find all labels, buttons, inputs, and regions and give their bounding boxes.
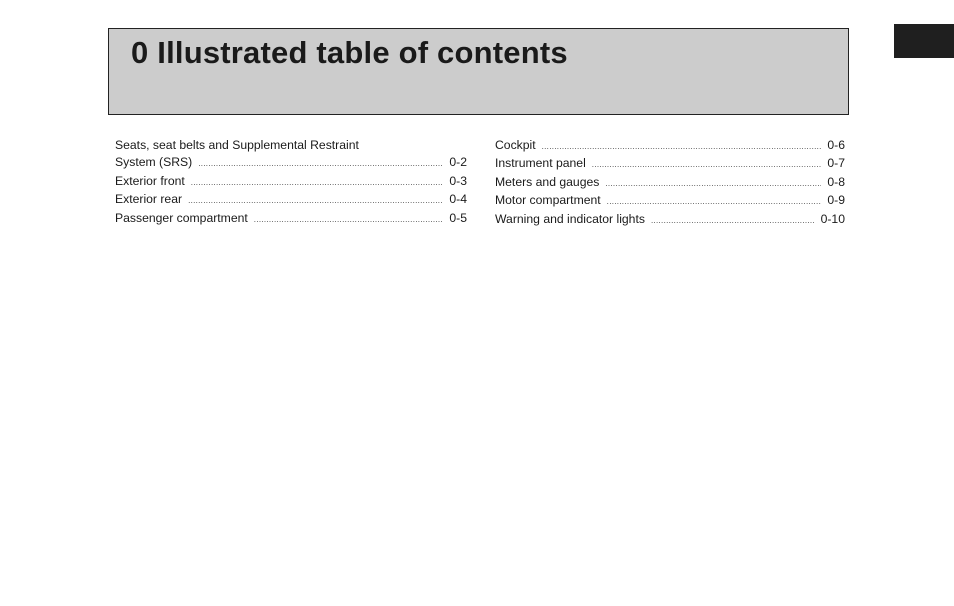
toc-entry-page: 0-10 xyxy=(820,211,845,226)
toc-entry-label: System (SRS) xyxy=(115,155,193,170)
toc-entry-label: Instrument panel xyxy=(495,156,586,171)
dot-leader xyxy=(592,156,822,173)
toc-entry-label: Meters and gauges xyxy=(495,174,600,189)
toc-entry-page: 0-5 xyxy=(449,210,467,225)
toc-entry-label: Passenger compartment xyxy=(115,210,248,225)
toc-entry-page: 0-6 xyxy=(827,138,845,152)
dot-leader xyxy=(188,192,443,209)
toc-entry-page: 0-3 xyxy=(449,173,467,188)
toc-entry-page: 0-8 xyxy=(827,174,845,189)
toc-entry-passenger-compartment[interactable] xyxy=(115,210,467,228)
toc-entry-label: Cockpit xyxy=(495,138,536,152)
toc-left-column xyxy=(115,137,467,228)
toc-entry-srs[interactable] xyxy=(115,137,467,173)
dot-leader xyxy=(607,193,822,210)
toc-entry-label: Exterior front xyxy=(115,173,185,188)
toc-entry-label-line1: Seats, seat belts and Supplemental Restraint xyxy=(115,138,359,152)
toc-entry-page: 0-4 xyxy=(449,192,467,207)
toc-entry-page: 0-9 xyxy=(827,193,845,208)
toc-entry-exterior-rear[interactable] xyxy=(115,191,467,209)
toc-entry-label: Motor compartment xyxy=(495,193,601,208)
toc-entry-page: 0-2 xyxy=(449,155,467,170)
toc-entry-motor-compartment[interactable] xyxy=(495,192,845,210)
chapter-tab-marker xyxy=(894,24,954,58)
dot-leader xyxy=(198,155,443,172)
toc-entry-label: Exterior rear xyxy=(115,192,183,207)
toc-entry-instrument-panel[interactable] xyxy=(495,155,845,173)
dot-leader xyxy=(651,212,815,229)
dot-leader xyxy=(254,211,444,228)
dot-leader xyxy=(542,138,822,155)
toc-entry-label: Warning and indicator lights xyxy=(495,211,645,226)
toc-entry-meters-and-gauges[interactable] xyxy=(495,174,845,192)
dot-leader xyxy=(605,175,821,192)
page-title: 0 Illustrated table of contents xyxy=(131,35,568,70)
dot-leader xyxy=(191,174,444,191)
toc-entry-cockpit[interactable] xyxy=(495,137,845,155)
toc-entry-warning-and-indicator-lights[interactable] xyxy=(495,211,845,229)
toc-entry-page: 0-7 xyxy=(827,156,845,171)
toc-entry-exterior-front[interactable] xyxy=(115,173,467,191)
chapter-title-box xyxy=(108,28,849,115)
toc-right-column xyxy=(495,137,845,229)
